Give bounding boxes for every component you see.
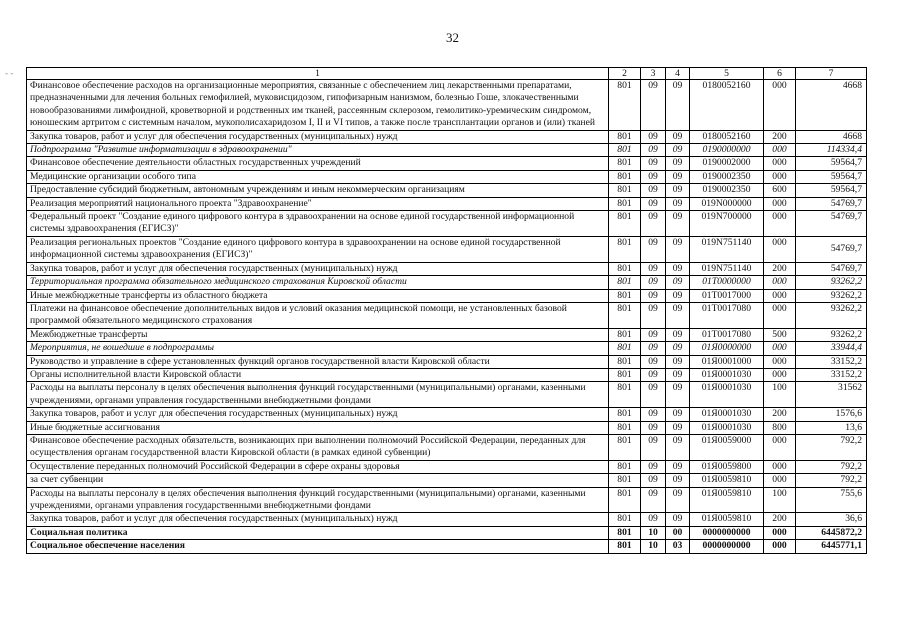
row-section-cell: 09 — [641, 130, 666, 143]
row-subsection-cell: 09 — [666, 184, 690, 197]
row-section-cell: 09 — [641, 276, 666, 289]
row-amount-cell: 54769,7 — [796, 262, 867, 275]
row-name-cell: Закупка товаров, работ и услуг для обеспечения государственных (муниципальных) нужд — [27, 262, 609, 275]
row-expense-type-cell: 000 — [764, 197, 796, 210]
row-subsection-cell: 09 — [666, 197, 690, 210]
row-subsection-cell: 09 — [666, 368, 690, 381]
row-target-cell: 019N700000 — [690, 211, 764, 237]
row-target-cell: 01Я0001030 — [690, 408, 764, 421]
row-target-cell: 01Я0059810 — [690, 474, 764, 487]
row-expense-type-cell: 000 — [764, 434, 796, 460]
row-name-cell: Расходы на выплаты персоналу в целях обеспечения выполнения функций государственными (муниципальными) органами, казенными учреждениями, органами управления государственными внебюджетными фондами — [27, 487, 609, 513]
row-expense-type-cell: 000 — [764, 526, 796, 539]
row-code-cell: 801 — [609, 302, 641, 328]
row-code-cell: 801 — [609, 157, 641, 170]
table-row — [27, 513, 867, 526]
page-number: 32 — [446, 30, 459, 45]
row-target-cell: 01Я0059800 — [690, 460, 764, 473]
row-code-cell: 801 — [609, 289, 641, 302]
row-expense-type-cell: 000 — [764, 211, 796, 237]
row-subsection-cell: 09 — [666, 236, 690, 262]
table-row — [27, 526, 867, 539]
row-name-cell: Финансовое обеспечение деятельности областных государственных учреждений — [27, 157, 609, 170]
table-row — [27, 487, 867, 513]
row-code-cell: 801 — [609, 342, 641, 355]
table-row — [27, 184, 867, 197]
row-expense-type-cell: 000 — [764, 460, 796, 473]
row-target-cell: 019N000000 — [690, 197, 764, 210]
row-name-cell: Реализация мероприятий национального проекта "Здравоохранение" — [27, 197, 609, 210]
row-name-cell: за счет субвенции — [27, 474, 609, 487]
table-row — [27, 408, 867, 421]
row-code-cell: 801 — [609, 130, 641, 143]
row-subsection-cell: 09 — [666, 80, 690, 131]
row-target-cell: 01Т0000000 — [690, 276, 764, 289]
row-target-cell: 0190000000 — [690, 144, 764, 157]
row-expense-type-cell: 200 — [764, 408, 796, 421]
row-code-cell: 801 — [609, 144, 641, 157]
table-header-row — [27, 68, 867, 80]
row-name-cell: Осуществление переданных полномочий Российской Федерации в сфере охраны здоровья — [27, 460, 609, 473]
row-amount-cell: 33152,2 — [796, 355, 867, 368]
row-subsection-cell: 09 — [666, 130, 690, 143]
row-name-cell: Финансовое обеспечение расходных обязательств, возникающих при выполнении полномочий Российской Федерации, переданных для осуществления органам государственной власти Кировской области (в рамках единой субвенции) — [27, 434, 609, 460]
row-expense-type-cell: 000 — [764, 289, 796, 302]
row-subsection-cell: 09 — [666, 302, 690, 328]
row-section-cell: 09 — [641, 368, 666, 381]
row-amount-cell: 755,6 — [796, 487, 867, 513]
row-amount-cell: 792,2 — [796, 434, 867, 460]
row-section-cell: 09 — [641, 487, 666, 513]
row-section-cell: 09 — [641, 355, 666, 368]
row-target-cell: 0190002000 — [690, 157, 764, 170]
row-amount-cell: 6445771,1 — [796, 540, 867, 553]
row-name-cell: Реализация региональных проектов "Создание единого цифрового контура в здравоохранении на основе единой государственной информационной системы здравоохранения (ЕГИСЗ)" — [27, 236, 609, 262]
row-expense-type-cell: 100 — [764, 382, 796, 408]
row-expense-type-cell: 100 — [764, 487, 796, 513]
row-subsection-cell: 09 — [666, 434, 690, 460]
table-row — [27, 170, 867, 183]
row-amount-cell: 93262,2 — [796, 289, 867, 302]
table-row — [27, 289, 867, 302]
table-row — [27, 342, 867, 355]
row-target-cell: 01Т0017080 — [690, 328, 764, 341]
row-subsection-cell: 09 — [666, 408, 690, 421]
header-cell: 5 — [690, 68, 764, 80]
row-subsection-cell: 09 — [666, 355, 690, 368]
row-expense-type-cell: 000 — [764, 302, 796, 328]
row-expense-type-cell: 000 — [764, 474, 796, 487]
row-target-cell: 0190002350 — [690, 170, 764, 183]
row-code-cell: 801 — [609, 526, 641, 539]
row-expense-type-cell: 800 — [764, 421, 796, 434]
header-cell: 3 — [641, 68, 666, 80]
table-row — [27, 276, 867, 289]
row-section-cell: 09 — [641, 382, 666, 408]
row-code-cell: 801 — [609, 513, 641, 526]
row-amount-cell: 4668 — [796, 80, 867, 131]
row-target-cell: 019N751140 — [690, 262, 764, 275]
row-subsection-cell: 03 — [666, 540, 690, 553]
row-amount-cell: 93262,2 — [796, 276, 867, 289]
row-subsection-cell: 09 — [666, 170, 690, 183]
table-row — [27, 328, 867, 341]
row-expense-type-cell: 000 — [764, 355, 796, 368]
table-row — [27, 144, 867, 157]
row-name-cell: Платежи на финансовое обеспечение дополнительных видов и условий оказания медицинской помощи, не установленных базовой программой обязательного медицинского страхования — [27, 302, 609, 328]
row-section-cell: 09 — [641, 184, 666, 197]
row-expense-type-cell: 000 — [764, 276, 796, 289]
table-row — [27, 80, 867, 131]
row-target-cell: 01Я0059000 — [690, 434, 764, 460]
row-name-cell: Межбюджетные трансферты — [27, 328, 609, 341]
row-subsection-cell: 09 — [666, 328, 690, 341]
row-name-cell: Органы исполнительной власти Кировской области — [27, 368, 609, 381]
row-code-cell: 801 — [609, 540, 641, 553]
row-expense-type-cell: 200 — [764, 513, 796, 526]
row-name-cell: Закупка товаров, работ и услуг для обеспечения государственных (муниципальных) нужд — [27, 513, 609, 526]
row-section-cell: 09 — [641, 408, 666, 421]
table-row — [27, 130, 867, 143]
table-row — [27, 434, 867, 460]
row-expense-type-cell: 200 — [764, 262, 796, 275]
row-expense-type-cell: 500 — [764, 328, 796, 341]
row-name-cell: Иные бюджетные ассигнования — [27, 421, 609, 434]
table-row — [27, 382, 867, 408]
row-amount-cell: 31562 — [796, 382, 867, 408]
row-amount-cell: 93262,2 — [796, 328, 867, 341]
row-section-cell: 09 — [641, 460, 666, 473]
row-amount-cell: 13,6 — [796, 421, 867, 434]
row-code-cell: 801 — [609, 382, 641, 408]
row-name-cell: Иные межбюджетные трансферты из областного бюджета — [27, 289, 609, 302]
row-section-cell: 09 — [641, 170, 666, 183]
header-cell: 2 — [609, 68, 641, 80]
row-target-cell: 0180052160 — [690, 80, 764, 131]
row-target-cell: 01Я0001030 — [690, 382, 764, 408]
row-name-cell: Территориальная программа обязательного медицинского страхования Кировской области — [27, 276, 609, 289]
row-expense-type-cell: 600 — [764, 184, 796, 197]
row-target-cell: 0190002350 — [690, 184, 764, 197]
table-row — [27, 197, 867, 210]
row-target-cell: 0180052160 — [690, 130, 764, 143]
row-name-cell: Закупка товаров, работ и услуг для обеспечения государственных (муниципальных) нужд — [27, 130, 609, 143]
row-name-cell: Закупка товаров, работ и услуг для обеспечения государственных (муниципальных) нужд — [27, 408, 609, 421]
row-section-cell: 09 — [641, 434, 666, 460]
row-subsection-cell: 09 — [666, 487, 690, 513]
row-name-cell: Руководство и управление в сфере установленных функций органов государственной власти Кировской области — [27, 355, 609, 368]
table-row — [27, 368, 867, 381]
row-section-cell: 10 — [641, 526, 666, 539]
table-row — [27, 211, 867, 237]
row-expense-type-cell: 000 — [764, 157, 796, 170]
row-section-cell: 09 — [641, 513, 666, 526]
header-cell: 4 — [666, 68, 690, 80]
row-target-cell: 01Я0000000 — [690, 342, 764, 355]
table-row — [27, 474, 867, 487]
row-subsection-cell: 09 — [666, 460, 690, 473]
row-subsection-cell: 09 — [666, 513, 690, 526]
header-cell: 7 — [796, 68, 867, 80]
row-section-cell: 09 — [641, 144, 666, 157]
row-amount-cell: 1576,6 — [796, 408, 867, 421]
row-name-cell: Финансовое обеспечение расходов на организационные мероприятия, связанные с обеспечением лиц лекарственными препаратами, предназначенными для лечения больных гемофилией, муковисцидозом, гипофизарным нанизмом, болезнью Гоше, злокачественными новообразованиями лимфоидной, кроветворной и родственных им тканей, рассеянным склерозом, гемолитико-уремическим синдромом, юношеским артритом с системным началом, мукополисахаридозом I, II и VI типов, а также после трансплантации органов и (или) тканей — [27, 80, 609, 131]
header-cell: 1 — [27, 68, 609, 80]
row-code-cell: 801 — [609, 434, 641, 460]
row-subsection-cell: 09 — [666, 342, 690, 355]
row-name-cell: Подпрограмма "Развитие информатизации в здравоохранении" — [27, 144, 609, 157]
row-code-cell: 801 — [609, 276, 641, 289]
row-expense-type-cell: 200 — [764, 130, 796, 143]
row-expense-type-cell: 000 — [764, 170, 796, 183]
row-code-cell: 801 — [609, 487, 641, 513]
table-row — [27, 302, 867, 328]
row-name-cell: Расходы на выплаты персоналу в целях обеспечения выполнения функций государственными (муниципальными) органами, казенными учреждениями, органами управления государственными внебюджетными фондами — [27, 382, 609, 408]
row-subsection-cell: 09 — [666, 289, 690, 302]
row-name-cell: Федеральный проект "Создание единого цифрового контура в здравоохранении на основе единой государственной информационной системы здравоохранения (ЕГИСЗ)" — [27, 211, 609, 237]
row-code-cell: 801 — [609, 184, 641, 197]
row-code-cell: 801 — [609, 197, 641, 210]
row-amount-cell: 792,2 — [796, 474, 867, 487]
row-code-cell: 801 — [609, 170, 641, 183]
row-subsection-cell: 09 — [666, 474, 690, 487]
row-subsection-cell: 09 — [666, 144, 690, 157]
row-name-cell: Социальное обеспечение населения — [27, 540, 609, 553]
row-name-cell: Медицинские организации особого типа — [27, 170, 609, 183]
row-code-cell: 801 — [609, 328, 641, 341]
row-amount-cell: 4668 — [796, 130, 867, 143]
row-section-cell: 09 — [641, 157, 666, 170]
row-target-cell: 01Я0059810 — [690, 513, 764, 526]
row-code-cell: 801 — [609, 355, 641, 368]
row-code-cell: 801 — [609, 236, 641, 262]
row-amount-cell: 36,6 — [796, 513, 867, 526]
row-section-cell: 09 — [641, 421, 666, 434]
row-subsection-cell: 00 — [666, 526, 690, 539]
table-row — [27, 236, 867, 262]
row-amount-cell: 114334,4 — [796, 144, 867, 157]
table-row — [27, 540, 867, 553]
row-subsection-cell: 09 — [666, 211, 690, 237]
row-target-cell: 0000000000 — [690, 540, 764, 553]
row-section-cell: 10 — [641, 540, 666, 553]
row-section-cell: 09 — [641, 80, 666, 131]
row-target-cell: 01Т0017080 — [690, 302, 764, 328]
budget-table — [26, 67, 867, 554]
row-expense-type-cell: 000 — [764, 80, 796, 131]
row-section-cell: 09 — [641, 328, 666, 341]
row-subsection-cell: 09 — [666, 262, 690, 275]
row-expense-type-cell: 000 — [764, 540, 796, 553]
row-target-cell: 0000000000 — [690, 526, 764, 539]
row-code-cell: 801 — [609, 460, 641, 473]
row-amount-cell: 54769,7 — [796, 211, 867, 237]
header-cell: 6 — [764, 68, 796, 80]
row-target-cell: 01Я0001000 — [690, 355, 764, 368]
row-target-cell: 019N751140 — [690, 236, 764, 262]
row-expense-type-cell: 000 — [764, 144, 796, 157]
row-target-cell: 01Я0001030 — [690, 421, 764, 434]
row-code-cell: 801 — [609, 474, 641, 487]
table-row — [27, 421, 867, 434]
row-amount-cell: 93262,2 — [796, 302, 867, 328]
row-name-cell: Мероприятия, не вошедшие в подпрограммы — [27, 342, 609, 355]
row-section-cell: 09 — [641, 197, 666, 210]
row-code-cell: 801 — [609, 262, 641, 275]
table-row — [27, 157, 867, 170]
row-target-cell: 01Я0059810 — [690, 487, 764, 513]
edge-mark: - - — [5, 68, 14, 78]
row-section-cell: 09 — [641, 289, 666, 302]
row-subsection-cell: 09 — [666, 421, 690, 434]
row-amount-cell: 33152,2 — [796, 368, 867, 381]
row-code-cell: 801 — [609, 211, 641, 237]
row-section-cell: 09 — [641, 342, 666, 355]
row-expense-type-cell: 000 — [764, 368, 796, 381]
row-target-cell: 01Т0017000 — [690, 289, 764, 302]
row-amount-cell: 54769,7 — [796, 197, 867, 210]
row-expense-type-cell: 000 — [764, 342, 796, 355]
row-amount-cell: 59564,7 — [796, 157, 867, 170]
row-amount-cell: 33944,4 — [796, 342, 867, 355]
row-name-cell: Предоставление субсидий бюджетным, автономным учреждениям и иным некоммерческим организациям — [27, 184, 609, 197]
row-section-cell: 09 — [641, 302, 666, 328]
row-code-cell: 801 — [609, 408, 641, 421]
row-code-cell: 801 — [609, 421, 641, 434]
row-expense-type-cell: 000 — [764, 236, 796, 262]
row-amount-cell: 792,2 — [796, 460, 867, 473]
table-row — [27, 355, 867, 368]
row-section-cell: 09 — [641, 236, 666, 262]
row-name-cell: Социальная политика — [27, 526, 609, 539]
row-amount-cell: 54769,7 — [796, 236, 867, 262]
row-target-cell: 01Я0001030 — [690, 368, 764, 381]
row-subsection-cell: 09 — [666, 157, 690, 170]
row-amount-cell: 59564,7 — [796, 170, 867, 183]
table-row — [27, 460, 867, 473]
row-subsection-cell: 09 — [666, 382, 690, 408]
row-amount-cell: 6445872,2 — [796, 526, 867, 539]
row-section-cell: 09 — [641, 474, 666, 487]
row-section-cell: 09 — [641, 211, 666, 237]
row-code-cell: 801 — [609, 80, 641, 131]
row-subsection-cell: 09 — [666, 276, 690, 289]
row-amount-cell: 59564,7 — [796, 184, 867, 197]
row-code-cell: 801 — [609, 368, 641, 381]
row-section-cell: 09 — [641, 262, 666, 275]
table-row — [27, 262, 867, 275]
